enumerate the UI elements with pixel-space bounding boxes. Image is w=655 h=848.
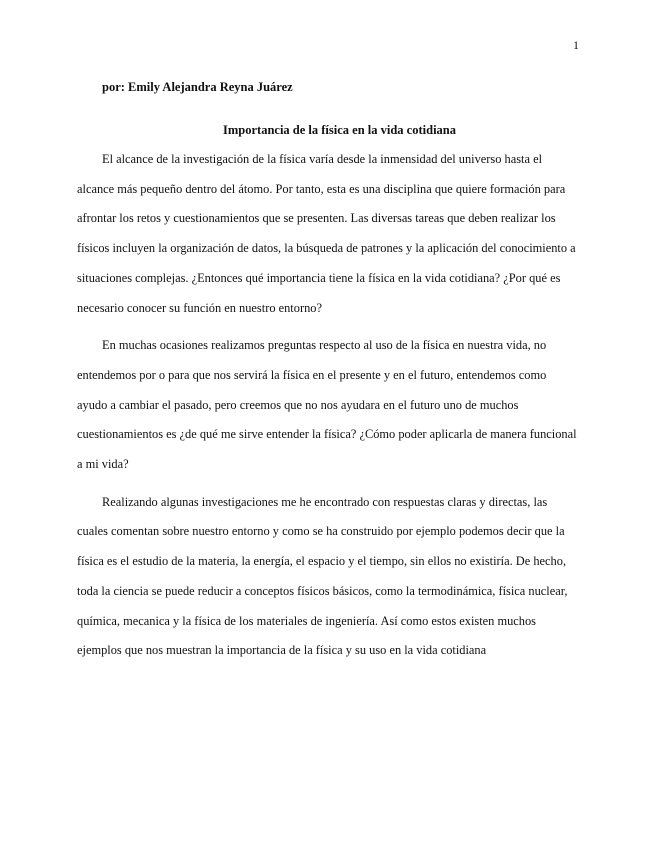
paragraph-2: En muchas ocasiones realizamos preguntas respecto al uso de la física en nuestra vida, no entendemos por o para que nos servirá la física en el presente y en el futuro, entendemos como ayudo a cambiar el pasado, pero creemos que no nos ayudara en el futuro uno de muchos cuestionamientos es ¿de qué me sirve entender la física? ¿Cómo poder aplicarla de manera funcional a mi vida? — [77, 338, 577, 472]
page-number: 1 — [573, 38, 579, 52]
paragraph-3: Realizando algunas investigaciones me he encontrado con respuestas claras y directas, las cuales comentan sobre nuestro entorno y como se ha construido por ejemplo podemos decir que la física es el estudio de la materia, la energía, el espacio y el tiempo, sin ellos no existiría. De hecho, toda la ciencia se puede reducir a conceptos físicos básicos, como la termodinámica, física nuclear, química, mecanica y la física de los materiales de ingeniería. Así como estos existen muchos ejemplos que nos muestran la importancia de la física y su uso en la vida cotidiana — [77, 494, 568, 658]
author-line: por: Emily Alejandra Reyna Juárez — [102, 80, 293, 94]
document-body — [77, 145, 577, 666]
document-title: Importancia de la física en la vida cotidiana — [223, 123, 456, 137]
paragraph-1: El alcance de la investigación de la física varía desde la inmensidad del universo hasta el alcance más pequeño dentro del átomo. Por tanto, esta es una disciplina que quiere formación para afrontar los retos y cuestionamientos que se presenten. Las diversas tareas que deben realizar los físicos incluyen la organización de datos, la búsqueda de patrones y la aplicación del conocimiento a situaciones complejas. ¿Entonces qué importancia tiene la física en la vida cotidiana? ¿Por qué es necesario conocer su función en nuestro entorno? — [77, 152, 576, 315]
